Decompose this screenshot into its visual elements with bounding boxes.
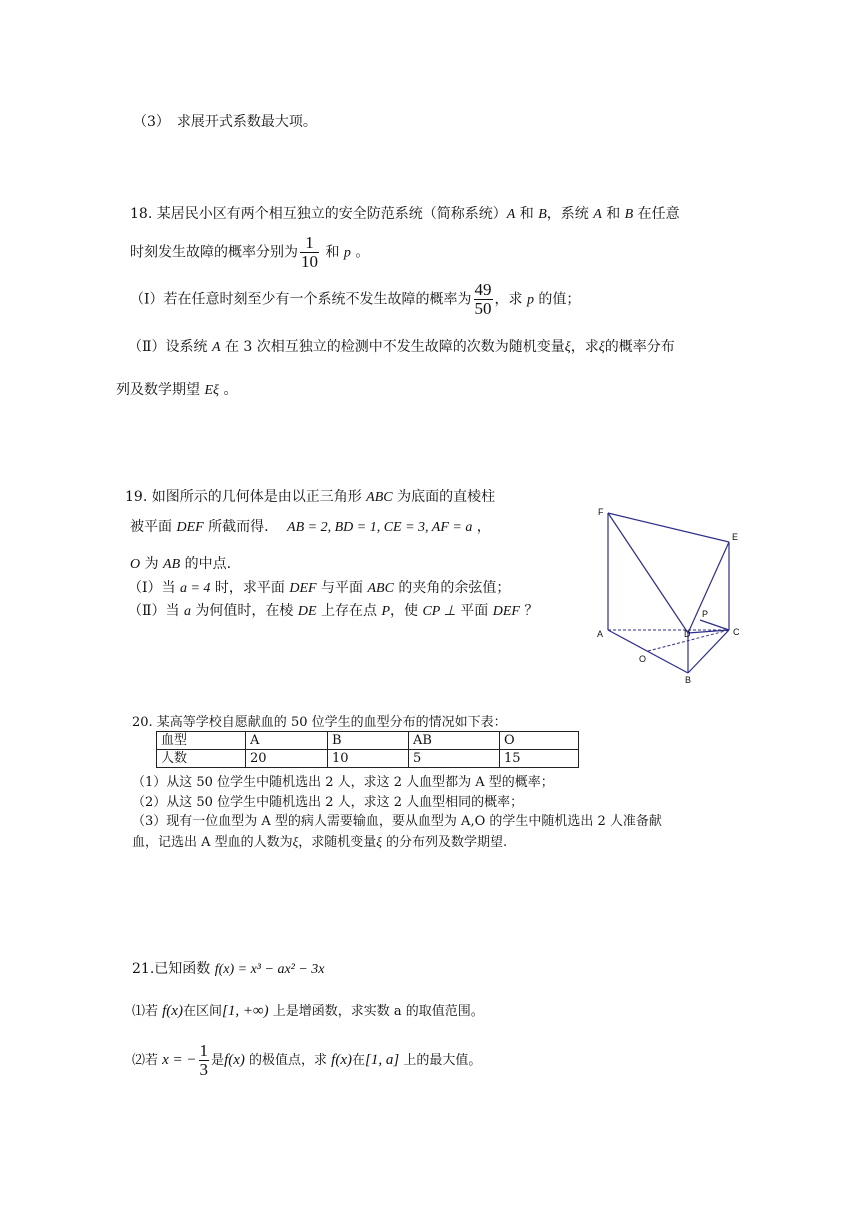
label-B: B	[685, 675, 692, 685]
label-A: A	[597, 629, 604, 639]
edge-FE	[608, 513, 729, 542]
table-cell: A	[246, 732, 328, 750]
q20-title: 20. 某高等学校自愿献血的 50 位学生的血型分布的情况如下表：	[132, 715, 507, 730]
q18-part1: （Ⅰ）若在任意时刻至少有一个系统不发生故障的概率为 $\frac{49}{50}$ ，求 p 的值；	[130, 280, 581, 318]
q20-part1: （1）从这 50 位学生中随机选出 2 人，求这 2 人血型都为 A 型的概率；	[132, 775, 554, 790]
table-cell: O	[500, 732, 579, 750]
blood-type-table	[156, 731, 579, 768]
q20-part3-cont: 血，记选出 A 型血的人数为ξ，求随机变量ξ 的分布列及数学期望.	[132, 834, 508, 850]
table-cell: 血型	[157, 732, 246, 750]
table-cell: 5	[409, 750, 500, 768]
edge-CB	[688, 630, 729, 673]
table-cell: 20	[246, 750, 328, 768]
table-cell: AB	[409, 732, 500, 750]
table-row	[157, 750, 579, 768]
q21-line1: 21.已知函数 f(x) = x³ − ax² − 3x	[132, 961, 325, 977]
q18-part2: （Ⅱ）设系统 A 在 3 次相互独立的检测中不发生故障的次数为随机变量ξ，求ξ的概率分布	[128, 339, 675, 355]
q18-line2: 时刻发生故障的概率分别为 $\frac{1}{10}$ 和 p 。	[130, 233, 370, 271]
fraction-49-50: $\frac{49}{50}$	[474, 280, 492, 318]
q19-part1: （Ⅰ）当 a = 4 时，求平面 DEF 与平面 ABC 的夹角的余弦值；	[128, 580, 511, 596]
label-F: F	[598, 507, 604, 517]
edge-FD	[608, 513, 688, 633]
table-cell: 15	[500, 750, 579, 768]
q19-part2: （Ⅱ）当 a 为何值时，在棱 DE 上存在点 P，使 CP ⊥ 平面 DEF ？	[128, 603, 539, 619]
table-row	[157, 732, 579, 750]
fraction-1-3: $\frac{1}{3}$	[199, 1041, 209, 1079]
q21-part1: ⑴若 f(x)在区间[1, +∞) 上是增函数，求实数 a 的取值范围。	[132, 1003, 484, 1019]
q19-line1: 19. 如图所示的几何体是由以正三角形 ABC 为底面的直棱柱	[125, 489, 496, 505]
q19-line3: O 为 AB 的中点.	[130, 556, 232, 572]
table-cell: 人数	[157, 750, 246, 768]
fraction-1-10: $\frac{1}{10}$	[301, 233, 318, 271]
prism-figure	[592, 500, 748, 690]
q21-part2: ⑵若 x = − $\frac{1}{3}$ 是f(x) 的极值点，求 f(x)在[1, a] 上的最大值。	[132, 1041, 482, 1079]
q20-part3: （3）现有一位血型为 A 型的病人需要输血，要从血型为 A,O 的学生中随机选出 2 人准备献	[132, 814, 662, 829]
label-O: O	[639, 654, 647, 664]
q19-line2: 被平面 DEF 所截而得. AB = 2, BD = 1, CE = 3, AF = a ，	[130, 519, 491, 535]
edge-PC	[700, 620, 729, 630]
edge-ED	[688, 542, 729, 633]
table-cell: 10	[328, 750, 409, 768]
label-P: P	[702, 609, 709, 619]
q18-line1: 18. 某居民小区有两个相互独立的安全防范系统（简称系统）A 和 B，系统 A 和 B 在任意	[130, 206, 680, 222]
q20-part2: （2）从这 50 位学生中随机选出 2 人，求这 2 人血型相同的概率；	[132, 795, 524, 810]
edge-AB	[608, 630, 688, 673]
q18-part2-cont: 列及数学期望 Eξ 。	[116, 382, 238, 398]
label-C: C	[733, 627, 740, 637]
q17-part3: （3） 求展开式系数最大项。	[133, 114, 317, 130]
table-cell: B	[328, 732, 409, 750]
label-D: D	[684, 629, 691, 639]
label-E: E	[732, 532, 739, 542]
